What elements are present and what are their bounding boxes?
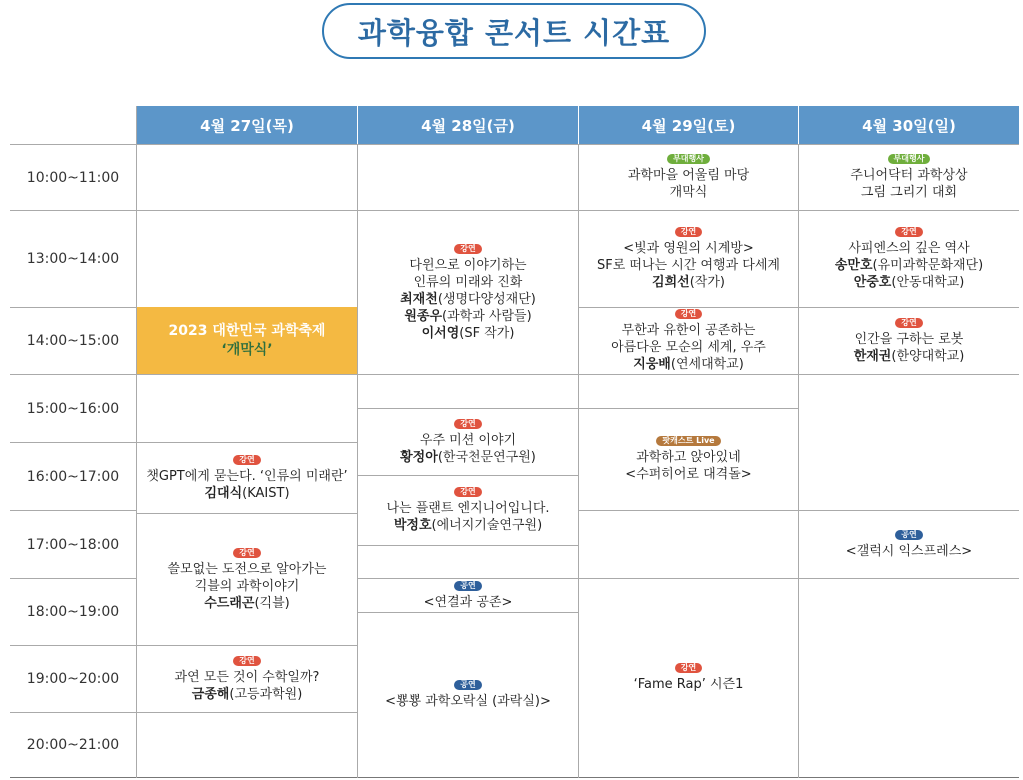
event-cell (137, 646, 357, 712)
speaker-affiliation: (안동대학교) (891, 275, 965, 290)
speaker-affiliation: (KAIST) (242, 485, 290, 501)
time-label: 19:00~20:00 (26, 671, 120, 687)
speaker-affiliation: (한양대학교) (891, 348, 965, 364)
event-cell (579, 145, 798, 210)
event-title: 2023 대한민국 과학축제 (168, 322, 326, 339)
event-title: 과학하고 앉아있네 (636, 450, 741, 465)
lecture-badge: 강연 (454, 419, 481, 429)
event-title: SF로 떠나는 시간 여행과 다세계 (597, 258, 780, 273)
time-label: 13:00~14:00 (26, 251, 120, 267)
opening-ceremony-cell (137, 307, 357, 374)
header-day-30: 4월 30일(일) (799, 106, 1019, 144)
speaker-affiliation: (생명다양성재단) (437, 291, 536, 307)
event-title: 주니어닥터 과학상상 (850, 168, 968, 183)
event-title: <뿅뿅 과학오락실 (과락실)> (385, 694, 551, 709)
podcast-badge: 팟캐스트 Live (656, 436, 720, 446)
lecture-badge: 강연 (454, 487, 481, 497)
event-cell (579, 579, 798, 777)
event-title: 나는 플랜트 엔지니어입니다. (386, 501, 550, 516)
speaker-name: 이서영 (421, 325, 460, 341)
header-day-27: 4월 27일(목) (137, 106, 357, 144)
event-cell (358, 613, 578, 777)
lecture-badge: 강연 (233, 656, 260, 666)
grid-hline (358, 374, 578, 375)
speaker-affiliation: (작가) (689, 275, 725, 290)
event-title: 사피엔스의 깊은 역사 (848, 241, 970, 256)
speaker-affiliation: (한국천문연구원) (437, 449, 536, 465)
speaker-affiliation: (과학과 사람들) (442, 308, 532, 324)
header-day-28: 4월 28일(금) (358, 106, 578, 144)
event-title: 무한과 유한이 공존하는 (621, 323, 756, 338)
event-cell (579, 409, 798, 510)
speaker-name: 원종우 (404, 308, 443, 324)
event-title: 아름다운 모순의 세계, 우주 (611, 340, 766, 355)
grid-hline (137, 712, 357, 713)
event-cell (799, 511, 1019, 578)
header-day-29: 4월 29일(토) (579, 106, 798, 144)
speaker-affiliation: (긱블) (254, 595, 290, 611)
speaker-name: 안중호 (853, 275, 892, 290)
speaker-name: 한재권 (853, 348, 892, 364)
grid-hline (579, 374, 798, 375)
grid-bottom-line (10, 777, 1019, 778)
lecture-badge: 강연 (895, 227, 922, 237)
event-title: <연결과 공존> (423, 594, 513, 610)
speaker-name: 황정아 (400, 449, 438, 465)
lecture-badge: 강연 (233, 455, 260, 465)
lecture-badge: 강연 (454, 244, 481, 254)
event-title: <빛과 영원의 시계방> (623, 241, 754, 256)
event-title: 긱블의 과학이야기 (194, 578, 300, 594)
time-label: 14:00~15:00 (26, 333, 120, 349)
lecture-badge: 강연 (675, 309, 702, 319)
grid-hline (579, 510, 798, 511)
event-title: 과연 모든 것이 수학일까? (174, 669, 320, 685)
event-title: 개막식 (669, 185, 708, 200)
grid-hline (137, 210, 357, 211)
speaker-name: 김희선 (652, 275, 690, 290)
event-badge: 부대행사 (667, 154, 710, 164)
time-label: 18:00~19:00 (26, 604, 120, 620)
speaker-name: 송만호 (834, 258, 873, 273)
event-title: 인류의 미래와 진화 (413, 274, 523, 290)
event-title: 인간을 구하는 로봇 (854, 331, 964, 347)
event-title: 챗GPT에게 묻는다. ‘인류의 미래란’ (146, 468, 348, 484)
time-label: 16:00~17:00 (26, 468, 120, 485)
event-title: 그림 그리기 대회 (860, 185, 958, 200)
performance-badge: 공연 (454, 680, 481, 690)
speaker-affiliation: (연세대학교) (670, 357, 744, 372)
event-title: <수퍼히어로 대격돌> (625, 467, 752, 482)
event-title: 다윈으로 이야기하는 (409, 257, 527, 273)
grid-hline (799, 578, 1019, 579)
speaker-affiliation: (고등과학원) (229, 686, 303, 702)
grid-hline (358, 545, 578, 546)
speaker-affiliation: (에너지기술연구원) (431, 518, 543, 533)
event-cell (579, 308, 798, 374)
event-cell (137, 443, 357, 513)
event-cell (358, 409, 578, 475)
event-cell (358, 579, 578, 612)
lecture-badge: 강연 (675, 663, 702, 673)
grid-hline (137, 374, 357, 375)
event-cell (358, 476, 578, 545)
performance-badge: 공연 (895, 530, 922, 540)
speaker-name: 김대식 (204, 485, 243, 501)
speaker-name: 지웅배 (633, 357, 671, 372)
event-cell (799, 211, 1019, 307)
event-cell (137, 514, 357, 645)
lecture-badge: 강연 (675, 227, 702, 237)
speaker-name: 최재천 (400, 291, 438, 307)
event-title: 과학마을 어울림 마당 (627, 168, 750, 183)
event-cell (799, 145, 1019, 210)
event-badge: 부대행사 (888, 154, 931, 164)
performance-badge: 공연 (454, 581, 481, 591)
speaker-affiliation: (SF 작가) (459, 325, 515, 341)
speaker-affiliation: (유미과학문화재단) (872, 258, 984, 273)
event-cell (358, 211, 578, 374)
event-title: 쓸모없는 도전으로 알아가는 (167, 561, 327, 577)
event-title: <갤럭시 익스프레스> (845, 543, 973, 559)
time-label: 15:00~16:00 (26, 400, 120, 417)
speaker-name: 금종해 (191, 686, 230, 702)
page-title: 과학융합 콘서트 시간표 (357, 15, 671, 50)
lecture-badge: 강연 (233, 548, 260, 558)
time-label: 17:00~18:00 (26, 536, 120, 553)
speaker-name: 수드래곤 (204, 595, 255, 611)
event-cell (579, 211, 798, 307)
event-title: 우주 미션 이야기 (419, 432, 517, 448)
time-label: 10:00~11:00 (26, 169, 120, 186)
event-subtitle: ‘개막식’ (221, 341, 273, 358)
grid-hline (799, 374, 1019, 375)
speaker-name: 박정호 (393, 518, 432, 533)
page-title-box (322, 3, 706, 59)
event-cell (799, 308, 1019, 374)
event-title: ‘Fame Rap’ 시즌1 (633, 677, 744, 692)
lecture-badge: 강연 (895, 318, 922, 328)
time-label: 20:00~21:00 (26, 737, 120, 753)
